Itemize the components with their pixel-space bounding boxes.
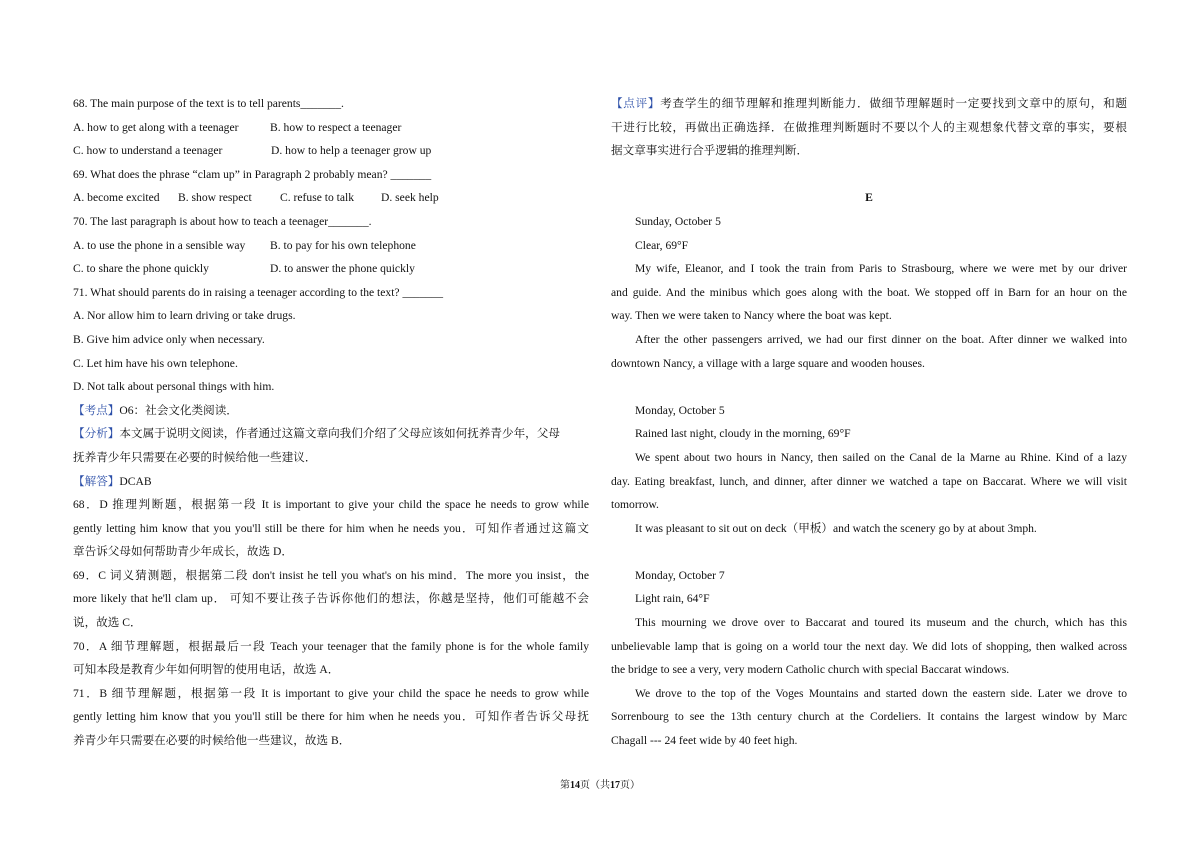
diary-1-weather: Clear, 69°F	[635, 238, 689, 252]
answer-68-line-1: 68．D 推理判断题，根据第一段 It is important to give your child the space he needs to grow while	[73, 498, 589, 512]
kaodian-tag: 【考点】	[73, 403, 120, 417]
question-69: 69. What does the phrase “clam up” in Paragraph 2 probably mean? _______	[73, 167, 432, 181]
diary-1-para-2-line-2: downtown Nancy, a village with a large square and wooden houses.	[611, 356, 925, 370]
option-71-d: D. Not talk about personal things with him.	[73, 380, 275, 394]
diary-1-para-1-line-3: way. Then we were taken to Nancy where the boat was kept.	[611, 309, 892, 323]
dianping-tag: 【点评】	[611, 97, 661, 110]
option-71-c: C. Let him have his own telephone.	[73, 356, 238, 370]
diary-3-para-1-line-2: unbelievable lamp that is going on a world tour the next day. We did lots of shopping, then walked across	[611, 639, 1127, 653]
diary-3-para-1-line-3: the bridge to see a very, very modern Catholic church with special Baccarat windows.	[611, 663, 1010, 677]
option-69-a: A. become excited	[73, 191, 160, 205]
fenxi-line-1	[73, 422, 589, 446]
footer-page-number: 14	[570, 780, 580, 791]
jieda-line	[73, 470, 589, 494]
diary-3-para-2-line-2: Sorrenbourg to see the 13th century church at the Cordeliers. It contains the largest window by Marc	[611, 710, 1127, 724]
options-69-row	[73, 186, 589, 210]
diary-1-para-2-line-1: After the other passengers arrived, we had our first dinner on the boat. After dinner we walked into	[635, 332, 1127, 346]
diary-3-weather: Light rain, 64°F	[635, 592, 710, 606]
options-70-row2	[73, 257, 589, 281]
option-70-c: C. to share the phone quickly	[73, 262, 209, 276]
option-69-b: B. show respect	[178, 191, 252, 205]
diary-3-para-2-line-1: We drove to the top of the Voges Mountains and started down the eastern side. Later we drove to	[635, 686, 1127, 700]
diary-1-para-1-line-2: and guide. And the minibus which goes along with the boat. We stopped off in Barn for an hour on the	[611, 285, 1127, 299]
answer-71-line-1: 71．B 细节理解题，根据第一段 It is important to give your child the space he needs to grow while	[73, 686, 589, 700]
kaodian-line	[73, 399, 589, 423]
diary-2-weather: Rained last night, cloudy in the morning, 69°F	[635, 427, 851, 441]
question-68: 68. The main purpose of the text is to tell parents_______.	[73, 97, 344, 110]
spacer	[611, 375, 1127, 399]
option-71-a: A. Nor allow him to learn driving or take drugs.	[73, 309, 296, 323]
option-68-b: B. how to respect a teenager	[270, 120, 402, 134]
answer-69-line-3: 说，故选 C．	[73, 616, 142, 630]
footer-suffix: 页）	[620, 780, 640, 791]
section-heading: E	[865, 191, 873, 205]
option-68-d: D. how to help a teenager grow up	[271, 144, 432, 158]
page-footer	[0, 776, 1200, 791]
dianping-text-1: 考查学生的细节理解和推理判断能力．做细节理解题时一定要找到文章中的原句，和题	[660, 97, 1127, 110]
footer-total-pages: 17	[610, 780, 620, 791]
dianping-line-3: 据文章事实进行合乎逻辑的推理判断．	[611, 144, 809, 158]
answer-69-line-1: 69．C 词义猜测题，根据第二段 don't insist he tell you what's on his mind．The more you insist，the	[73, 568, 589, 582]
fenxi-tag: 【分析】	[73, 427, 120, 441]
answer-70-line-1: 70．A 细节理解题，根据最后一段 Teach your teenager that the family phone is for the whole family	[73, 639, 589, 653]
dianping-line-1	[611, 92, 1127, 116]
option-68-a: A. how to get along with a teenager	[73, 120, 239, 134]
option-69-c: C. refuse to talk	[280, 191, 355, 205]
option-68-c: C. how to understand a teenager	[73, 144, 223, 158]
right-column	[611, 92, 1127, 753]
footer-mid: 页（共	[580, 780, 610, 791]
answer-71-line-2: gently letting him know that you you'll still be there for him when he needs you．可知作者告诉父母抚	[73, 710, 589, 724]
diary-3-para-1-line-1: This mourning we drove over to Baccarat and toured its museum and the church, which has this	[635, 616, 1127, 630]
diary-3-para-2-line-3: Chagall --- 24 feet wide by 40 feet high.	[611, 734, 798, 748]
option-70-d: D. to answer the phone quickly	[270, 262, 415, 276]
answer-71-line-3: 养青少年只需要在必要的时候给他一些建议，故选 B．	[73, 734, 351, 748]
spacer	[611, 540, 1127, 564]
diary-1-date: Sunday, October 5	[635, 214, 721, 228]
fenxi-text-1: 本文属于说明文阅读，作者通过这篇文章向我们介绍了父母应该如何抚养青少年，父母	[119, 427, 560, 441]
diary-1-para-1-line-1: My wife, Eleanor, and I took the train from Paris to Strasbourg, where we were met by our driver	[635, 262, 1127, 276]
kaodian-text: O6：社会文化类阅读．	[119, 403, 238, 417]
dianping-line-2: 干进行比较，再做出正确选择．在做推理判断题时不要以个人的主观想象代替文章的事实，要根	[611, 120, 1127, 134]
options-68-row2	[73, 139, 589, 163]
question-70: 70. The last paragraph is about how to teach a teenager_______.	[73, 214, 372, 228]
diary-2-para-1-line-1: We spent about two hours in Nancy, then sailed on the Canal de la Marne au Rhine. Kind of a lazy	[635, 450, 1127, 464]
answer-68-line-2: gently letting him know that you you'll still be there for him when he needs you．可知作者通过这篇文	[73, 521, 589, 535]
question-71: 71. What should parents do in raising a teenager according to the text? _______	[73, 285, 444, 299]
answer-70-line-2: 可知本段是教育少年如何明智的使用电话，故选 A．	[73, 663, 340, 677]
answer-69-line-2: more likely that he'll clam up． 可知不要让孩子告诉你他们的想法，你越是坚持，他们可能越不会	[73, 592, 589, 606]
fenxi-line-2: 抚养青少年只需要在必要的时候给他一些建议．	[73, 450, 317, 464]
diary-2-para-2: It was pleasant to sit out on deck（甲板）and watch the scenery go by at about 3mph.	[635, 521, 1037, 535]
options-70-row1	[73, 234, 589, 258]
footer-prefix: 第	[560, 780, 570, 791]
diary-3-date: Monday, October 7	[635, 568, 725, 582]
diary-2-para-1-line-3: tomorrow.	[611, 498, 659, 512]
left-column	[73, 92, 589, 753]
option-70-a: A. to use the phone in a sensible way	[73, 238, 246, 252]
jieda-text: DCAB	[119, 474, 152, 488]
option-70-b: B. to pay for his own telephone	[270, 238, 416, 252]
option-69-d: D. seek help	[381, 191, 439, 205]
diary-2-date: Monday, October 5	[635, 403, 725, 417]
answer-68-line-3: 章告诉父母如何帮助青少年成长，故选 D．	[73, 545, 293, 559]
option-71-b: B. Give him advice only when necessary.	[73, 332, 265, 346]
spacer	[611, 163, 1127, 187]
options-68-row1	[73, 116, 589, 140]
diary-2-para-1-line-2: day. Eating breakfast, lunch, and dinner, after dinner we watched a tape on Baccarat. Where we will visit	[611, 474, 1127, 488]
jieda-tag: 【解答】	[73, 474, 120, 488]
